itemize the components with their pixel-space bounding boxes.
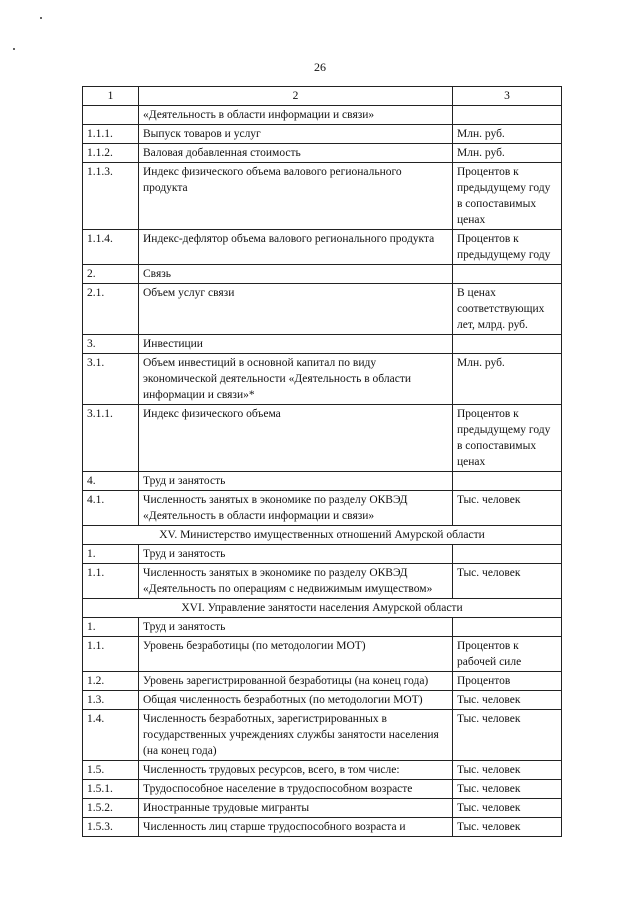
indicator-name: Объем услуг связи (139, 284, 453, 335)
scan-speck (40, 17, 42, 19)
indicator-name: Численность занятых в экономике по разделу ОКВЭД «Деятельность по операциям с недвижимым имуществом» (139, 564, 453, 599)
table-row (83, 618, 562, 637)
table-row (83, 780, 562, 799)
empty-cell (83, 106, 139, 125)
unit-of-measure (453, 545, 562, 564)
header-cell-3: 3 (453, 87, 562, 106)
unit-of-measure: В ценах соответствующих лет, млрд. руб. (453, 284, 562, 335)
indicator-name: Выпуск товаров и услуг (139, 125, 453, 144)
row-number: 1.3. (83, 691, 139, 710)
table-row (83, 335, 562, 354)
indicator-name: Связь (139, 265, 453, 284)
page-number: 26 (314, 60, 326, 74)
indicator-name: Труд и занятость (139, 545, 453, 564)
unit-of-measure: Тыс. человек (453, 818, 562, 837)
table-row (83, 230, 562, 265)
indicator-name: Труд и занятость (139, 618, 453, 637)
indicator-name: Численность безработных, зарегистрированных в государственных учреждениях службы занятости населения (на конец года) (139, 710, 453, 761)
section-heading: XVI. Управление занятости населения Амурской области (83, 599, 562, 618)
table-row (83, 354, 562, 405)
indicator-name: Индекс-дефлятор объема валового регионального продукта (139, 230, 453, 265)
unit-of-measure: Тыс. человек (453, 710, 562, 761)
table-row (83, 405, 562, 472)
table-row (83, 265, 562, 284)
row-number: 4.1. (83, 491, 139, 526)
unit-of-measure (453, 618, 562, 637)
table-row (83, 545, 562, 564)
unit-of-measure: Млн. руб. (453, 125, 562, 144)
row-number: 4. (83, 472, 139, 491)
row-number: 1.5. (83, 761, 139, 780)
table-row (83, 472, 562, 491)
row-number: 1.4. (83, 710, 139, 761)
row-number: 1.1. (83, 564, 139, 599)
indicator-name: Общая численность безработных (по методологии МОТ) (139, 691, 453, 710)
row-number: 2. (83, 265, 139, 284)
empty-cell (453, 106, 562, 125)
row-number: 1.5.2. (83, 799, 139, 818)
unit-of-measure: Процентов к предыдущему году (453, 230, 562, 265)
table-row (83, 125, 562, 144)
indicator-name: Трудоспособное население в трудоспособном возрасте (139, 780, 453, 799)
row-number: 1.2. (83, 672, 139, 691)
table-row (83, 491, 562, 526)
unit-of-measure: Млн. руб. (453, 354, 562, 405)
indicator-name: Объем инвестиций в основной капитал по виду экономической деятельности «Деятельность в области информации и связи»* (139, 354, 453, 405)
indicator-name: Численность лиц старше трудоспособного возраста и (139, 818, 453, 837)
indicator-name: Индекс физического объема (139, 405, 453, 472)
table-row (83, 637, 562, 672)
table-row (83, 284, 562, 335)
indicator-name: Численность трудовых ресурсов, всего, в том числе: (139, 761, 453, 780)
unit-of-measure: Тыс. человек (453, 691, 562, 710)
row-number: 1.1. (83, 637, 139, 672)
indicator-name: Индекс физического объема валового регионального продукта (139, 163, 453, 230)
table-row (83, 818, 562, 837)
indicator-name: Уровень зарегистрированной безработицы (на конец года) (139, 672, 453, 691)
row-number: 1.1.2. (83, 144, 139, 163)
table-row (83, 710, 562, 761)
table-row (83, 799, 562, 818)
table-row (83, 672, 562, 691)
section-heading-row (83, 599, 562, 618)
subsection-title-row (83, 106, 562, 125)
table-row (83, 761, 562, 780)
unit-of-measure (453, 265, 562, 284)
indicator-name: Инвестиции (139, 335, 453, 354)
row-number: 1. (83, 545, 139, 564)
unit-of-measure: Процентов к предыдущему году в сопоставимых ценах (453, 163, 562, 230)
row-number: 3.1. (83, 354, 139, 405)
unit-of-measure (453, 472, 562, 491)
unit-of-measure: Тыс. человек (453, 491, 562, 526)
scan-speck (13, 48, 15, 50)
row-number: 1.1.4. (83, 230, 139, 265)
row-number: 1.1.3. (83, 163, 139, 230)
unit-of-measure: Тыс. человек (453, 761, 562, 780)
row-number: 1.5.3. (83, 818, 139, 837)
indicator-name: Численность занятых в экономике по разделу ОКВЭД «Деятельность в области информации и связи» (139, 491, 453, 526)
header-cell-2: 2 (139, 87, 453, 106)
header-row (83, 87, 562, 106)
table-row (83, 144, 562, 163)
section-heading-row (83, 526, 562, 545)
row-number: 3.1.1. (83, 405, 139, 472)
indicator-name: Труд и занятость (139, 472, 453, 491)
table-row (83, 691, 562, 710)
row-number: 3. (83, 335, 139, 354)
unit-of-measure (453, 335, 562, 354)
row-number: 2.1. (83, 284, 139, 335)
unit-of-measure: Тыс. человек (453, 564, 562, 599)
row-number: 1.5.1. (83, 780, 139, 799)
unit-of-measure: Процентов (453, 672, 562, 691)
table-row (83, 163, 562, 230)
indicator-name: Иностранные трудовые мигранты (139, 799, 453, 818)
row-number: 1. (83, 618, 139, 637)
unit-of-measure: Тыс. человек (453, 780, 562, 799)
unit-of-measure: Процентов к предыдущему году в сопоставимых ценах (453, 405, 562, 472)
indicator-name: Валовая добавленная стоимость (139, 144, 453, 163)
indicator-name: Уровень безработицы (по методологии МОТ) (139, 637, 453, 672)
section-heading: XV. Министерство имущественных отношений Амурской области (83, 526, 562, 545)
unit-of-measure: Процентов к рабочей силе (453, 637, 562, 672)
row-number: 1.1.1. (83, 125, 139, 144)
table-row (83, 564, 562, 599)
unit-of-measure: Млн. руб. (453, 144, 562, 163)
indicators-table (82, 86, 562, 837)
header-cell-1: 1 (83, 87, 139, 106)
subsection-title: «Деятельность в области информации и связи» (139, 106, 453, 125)
unit-of-measure: Тыс. человек (453, 799, 562, 818)
